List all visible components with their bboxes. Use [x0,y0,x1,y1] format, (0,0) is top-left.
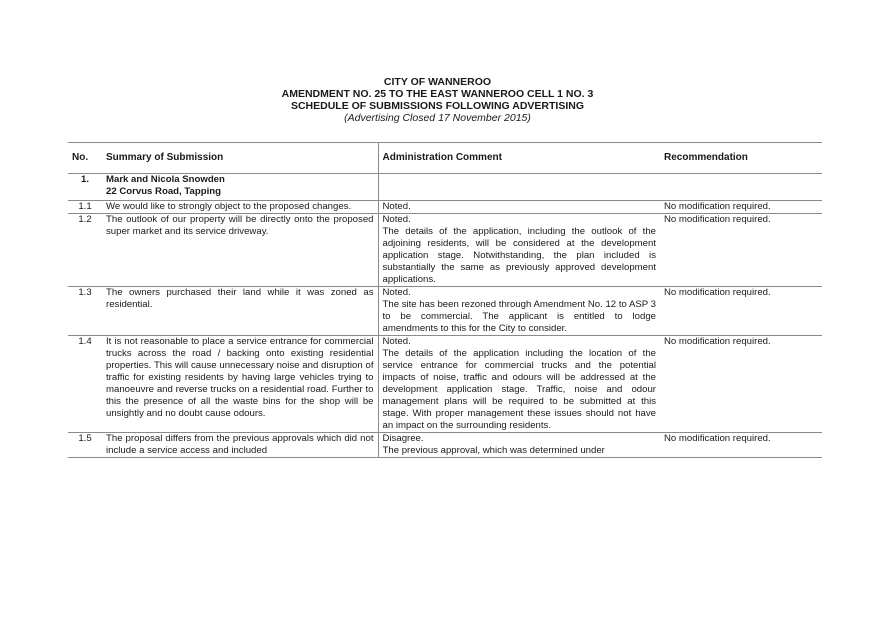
row-summary: We would like to strongly object to the proposed changes. [102,201,378,214]
table-row [68,336,822,433]
row-number: 1.5 [68,433,102,458]
col-header-summary: Summary of Submission [102,143,378,174]
submitter-row [68,174,822,201]
row-summary: The outlook of our property will be directly onto the proposed super market and its service driveway. [102,214,378,287]
row-number: 1.2 [68,214,102,287]
table-row [68,201,822,214]
table-row [68,214,822,287]
advertising-closed-note: (Advertising Closed 17 November 2015) [344,112,531,124]
table-row [68,287,822,336]
comment-detail: The previous approval, which was determined under [382,445,605,456]
submissions-table [68,142,822,458]
comment-detail: The details of the application, including the outlook of the adjoining residents, will be considered at the development application stage. Notwithstanding, the plan included is substantially the same as previously approved development applications. [382,226,656,285]
col-header-comment: Administration Comment [378,143,660,174]
comment-verdict: Noted. [382,287,411,298]
comment-detail: The site has been rezoned through Amendment No. 12 to ASP 3 to be commercial. The applicant is entitled to lodge amendments to this for the City to consider. [382,299,656,334]
row-recommendation: No modification required. [660,287,822,336]
schedule-title: SCHEDULE OF SUBMISSIONS FOLLOWING ADVERTISING [290,100,585,112]
document-title-block [0,76,875,124]
row-comment [378,214,660,287]
submitter-number: 1. [68,174,102,201]
submitter-name: Mark and Nicola Snowden [106,174,225,185]
comment-detail: The details of the application including the location of the service entrance for commercial trucks and the potential impacts of noise, traffic and odours will be addressed at the development application stage. Traffic, noise and odour management plans will be required to be submitted at this stage. With proper management these issues should not have an impact on the surrounding residents. [382,348,656,431]
col-header-recommendation: Recommendation [660,143,822,174]
table-row [68,433,822,458]
comment-verdict: Noted. [382,214,411,225]
comment-verdict: Disagree. [382,433,424,444]
row-comment [378,287,660,336]
comment-verdict: Noted. [382,201,411,212]
row-recommendation: No modification required. [660,336,822,433]
row-summary: The proposal differs from the previous approvals which did not include a service access and included [102,433,378,458]
table-header-row [68,143,822,174]
submitter-details [102,174,378,201]
row-summary: It is not reasonable to place a service entrance for commercial trucks across the road / backing onto existing residential properties. This will cause unnecessary noise and disruption of traffic for existing residents by having large vehicles trying to manoeuvre and reverse trucks on a residential road. Further to this the presence of all the waste bins for the shop will be unsightly and no doubt cause odours. [102,336,378,433]
row-number: 1.1 [68,201,102,214]
row-number: 1.4 [68,336,102,433]
row-number: 1.3 [68,287,102,336]
row-recommendation: No modification required. [660,201,822,214]
row-comment [378,336,660,433]
submitter-comment-empty [378,174,660,201]
org-title: CITY OF WANNEROO [383,76,492,88]
col-header-no: No. [68,143,102,174]
submitter-recommendation-empty [660,174,822,201]
row-recommendation: No modification required. [660,214,822,287]
submitter-address: 22 Corvus Road, Tapping [106,186,221,197]
row-comment [378,433,660,458]
amendment-title: AMENDMENT NO. 25 TO THE EAST WANNEROO CELL 1 NO. 3 [281,88,594,100]
row-comment [378,201,660,214]
row-recommendation: No modification required. [660,433,822,458]
row-summary: The owners purchased their land while it was zoned as residential. [102,287,378,336]
comment-verdict: Noted. [382,336,411,347]
